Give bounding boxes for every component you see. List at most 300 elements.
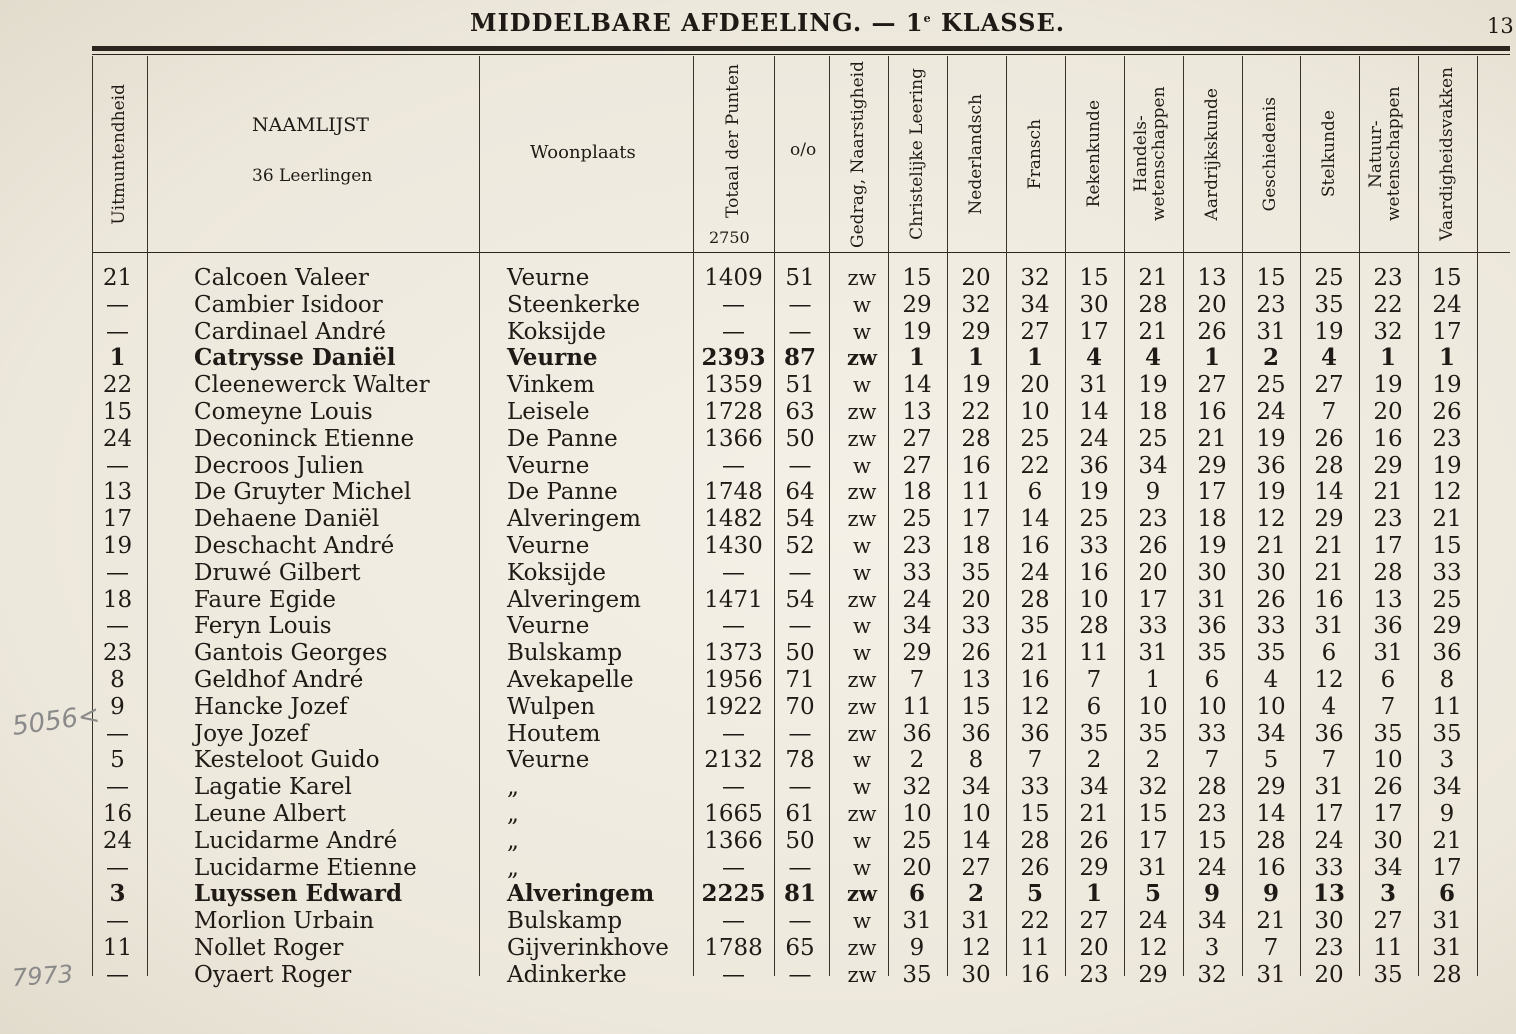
- grade-cell: 35: [1373, 961, 1403, 988]
- grade-cell: 36: [1020, 720, 1050, 747]
- grade-cell: 4: [1085, 344, 1102, 372]
- grade-cell: 14: [961, 827, 991, 854]
- grade-cell: 23: [1373, 265, 1403, 291]
- grade-cell: 2: [1086, 747, 1102, 774]
- total-points-cell: 1373: [704, 640, 763, 667]
- grade-cell: 36: [1314, 720, 1344, 747]
- percent-cell: —: [788, 774, 812, 801]
- percent-cell: —: [788, 452, 812, 479]
- percent-cell: 70: [785, 693, 815, 720]
- residence-cell: „: [507, 774, 519, 801]
- student-count: 36 Leerlingen: [252, 166, 373, 186]
- conduct-cell: zw: [846, 345, 877, 371]
- column-header-subject: Aardrijkskunde: [1201, 87, 1222, 221]
- student-name: Luyssen Edward: [194, 880, 403, 908]
- table-row: [0, 828, 1516, 855]
- grade-cell: 30: [1197, 559, 1227, 586]
- residence-cell: Bulskamp: [507, 640, 623, 667]
- total-points-cell: —: [722, 774, 745, 801]
- grade-cell: 31: [1373, 640, 1403, 667]
- grade-cell: 2: [1262, 344, 1279, 372]
- grade-cell: 27: [902, 452, 932, 479]
- conduct-cell: w: [853, 748, 871, 773]
- grade-cell: 24: [1432, 291, 1462, 318]
- grade-cell: 20: [961, 586, 991, 613]
- table-row: [0, 774, 1516, 801]
- grade-cell: 21: [1020, 640, 1050, 667]
- grade-cell: 29: [1197, 452, 1227, 479]
- rank-cell: 8: [110, 667, 125, 693]
- column-header-subject: Nederlandsch: [965, 93, 986, 215]
- grade-cell: 10: [1138, 693, 1168, 720]
- residence-cell: Veurne: [507, 533, 590, 559]
- grade-cell: 10: [1256, 693, 1286, 720]
- table-row: [0, 613, 1516, 640]
- residence-cell: De Panne: [507, 479, 618, 506]
- table-row: [0, 667, 1516, 694]
- margin-note: 5056<: [10, 700, 102, 742]
- total-points-cell: 1728: [704, 399, 763, 425]
- grade-cell: 23: [1314, 935, 1344, 961]
- table-row: [0, 292, 1516, 319]
- grade-cell: 36: [902, 720, 932, 747]
- grade-cell: 23: [902, 533, 932, 559]
- grade-cell: 7: [1380, 693, 1396, 720]
- grade-cell: 19: [1432, 372, 1462, 399]
- grade-cell: 16: [1197, 399, 1227, 425]
- rank-cell: —: [106, 291, 129, 318]
- grade-cell: 35: [1256, 640, 1286, 667]
- grade-cell: 22: [1373, 291, 1403, 318]
- residence-cell: „: [507, 801, 519, 827]
- percent-cell: 51: [785, 372, 815, 399]
- grade-cell: 28: [1020, 586, 1050, 613]
- grade-cell: 20: [1138, 559, 1168, 586]
- grade-cell: 9: [1439, 801, 1455, 827]
- conduct-cell: zw: [847, 400, 877, 424]
- column-header-subject: Fransch: [1024, 118, 1045, 190]
- rank-cell: 1: [109, 344, 126, 372]
- grade-cell: 26: [1432, 399, 1462, 425]
- grade-cell: 14: [1079, 399, 1109, 425]
- total-points-cell: 1665: [704, 801, 763, 827]
- column-header-subject: Christelijke Leering: [906, 68, 927, 240]
- grade-cell: 28: [1373, 559, 1403, 586]
- grade-cell: 10: [1197, 693, 1227, 720]
- grade-cell: 17: [961, 506, 991, 533]
- rank-cell: —: [106, 774, 129, 801]
- grade-cell: 6: [908, 880, 925, 908]
- grade-cell: 23: [1197, 801, 1227, 827]
- grade-cell: 33: [1256, 613, 1286, 640]
- grade-cell: 33: [1432, 559, 1462, 586]
- header-rule-thin: [92, 54, 1510, 55]
- total-points-cell: —: [722, 452, 745, 479]
- grade-cell: 24: [902, 586, 932, 613]
- student-name: Hancke Jozef: [194, 693, 348, 720]
- column-header-subject: Rekenkunde: [1083, 100, 1104, 208]
- table-row: [0, 908, 1516, 935]
- grade-cell: 35: [1197, 640, 1227, 667]
- student-name: De Gruyter Michel: [194, 479, 412, 506]
- grade-cell: 17: [1314, 801, 1344, 827]
- conduct-cell: w: [853, 534, 871, 558]
- grade-cell: 4: [1144, 344, 1161, 372]
- grade-cell: 35: [1020, 613, 1050, 640]
- conduct-cell: zw: [847, 587, 877, 612]
- grade-cell: 29: [1256, 774, 1286, 801]
- grade-cell: 26: [1197, 318, 1227, 345]
- grade-cell: 12: [1432, 479, 1462, 506]
- grade-cell: 1: [1026, 344, 1043, 372]
- grade-cell: 23: [1138, 506, 1168, 533]
- grade-cell: 34: [1079, 774, 1109, 801]
- grade-cell: 14: [1256, 801, 1286, 827]
- grade-cell: 31: [1138, 640, 1168, 667]
- grade-cell: 20: [1197, 291, 1227, 318]
- grade-cell: 7: [1086, 667, 1102, 693]
- student-name: Joye Jozef: [194, 720, 309, 747]
- rank-cell: 18: [102, 586, 133, 613]
- grade-cell: 34: [961, 774, 991, 801]
- total-max-points: 2750: [709, 228, 750, 247]
- residence-cell: Alveringem: [507, 880, 655, 908]
- grade-cell: 5: [1144, 880, 1161, 908]
- grade-cell: 19: [1256, 479, 1286, 506]
- grade-cell: 7: [1027, 747, 1043, 774]
- grade-cell: 29: [1138, 961, 1168, 988]
- total-points-cell: 1788: [704, 935, 763, 961]
- grade-cell: 29: [961, 318, 991, 345]
- grade-cell: 4: [1320, 344, 1337, 372]
- grade-cell: 33: [1138, 613, 1168, 640]
- student-name: Morlion Urbain: [194, 908, 375, 935]
- student-name: Lucidarme André: [194, 827, 398, 854]
- residence-cell: Adinkerke: [507, 961, 627, 988]
- grade-cell: 1: [967, 344, 984, 372]
- grade-cell: 24: [1314, 827, 1344, 854]
- percent-cell: 71: [785, 667, 815, 693]
- grade-cell: 24: [1020, 559, 1050, 586]
- total-points-cell: 1409: [704, 265, 763, 291]
- residence-cell: Avekapelle: [507, 667, 634, 693]
- column-header-subject: Stelkunde: [1318, 110, 1339, 198]
- grade-cell: 24: [1138, 908, 1168, 935]
- grade-cell: 2: [1145, 747, 1161, 774]
- grade-cell: 34: [1197, 908, 1227, 935]
- conduct-cell: w: [853, 560, 871, 585]
- grade-cell: 1: [1203, 344, 1220, 372]
- grade-cell: 26: [1020, 854, 1050, 881]
- table-row: [0, 345, 1516, 372]
- grade-cell: 20: [902, 854, 932, 881]
- grade-cell: 7: [1321, 747, 1337, 774]
- grade-cell: 18: [961, 533, 991, 559]
- residence-cell: Bulskamp: [507, 908, 623, 935]
- grade-cell: 34: [1256, 720, 1286, 747]
- grade-cell: 33: [1314, 854, 1344, 881]
- grade-cell: 1: [1085, 880, 1102, 908]
- conduct-cell: w: [853, 373, 871, 398]
- percent-cell: 87: [783, 344, 816, 372]
- grade-cell: 34: [902, 613, 932, 640]
- grade-cell: 33: [1079, 533, 1109, 559]
- rank-cell: —: [106, 559, 129, 586]
- rank-cell: 5: [110, 747, 125, 774]
- grade-cell: 11: [1020, 935, 1050, 961]
- grade-cell: 24: [1256, 399, 1286, 425]
- page-title: MIDDELBARE AFDEELING. — 1e KLASSE.: [470, 8, 1066, 37]
- total-points-cell: 1956: [704, 667, 763, 693]
- grade-cell: 19: [1432, 452, 1462, 479]
- grade-cell: 5: [1263, 747, 1279, 774]
- table-row: [0, 935, 1516, 962]
- student-name: Comeyne Louis: [194, 399, 373, 425]
- residence-cell: Koksijde: [507, 559, 606, 586]
- grade-cell: 16: [1020, 667, 1050, 693]
- percent-cell: —: [788, 854, 812, 881]
- conduct-cell: zw: [847, 480, 877, 505]
- grade-cell: 21: [1138, 265, 1168, 291]
- grade-cell: 27: [1197, 372, 1227, 399]
- total-points-cell: —: [722, 318, 745, 345]
- total-points-cell: 1482: [704, 506, 763, 533]
- rank-cell: —: [106, 961, 129, 988]
- grade-cell: 32: [1138, 774, 1168, 801]
- grade-cell: 27: [902, 425, 932, 452]
- grade-cell: 21: [1079, 801, 1109, 827]
- grade-cell: 29: [1314, 506, 1344, 533]
- percent-cell: —: [788, 291, 812, 318]
- percent-cell: —: [788, 961, 812, 988]
- grade-cell: 36: [1197, 613, 1227, 640]
- grade-cell: 23: [1432, 425, 1462, 452]
- grade-cell: 19: [1373, 372, 1403, 399]
- grade-cell: 14: [1314, 479, 1344, 506]
- column-header-subject: Handels- wetenschappen: [1130, 86, 1169, 222]
- student-name: Deschacht André: [194, 533, 395, 559]
- student-name: Lucidarme Etienne: [194, 854, 417, 881]
- grade-cell: 11: [961, 479, 991, 506]
- conduct-cell: zw: [847, 936, 877, 960]
- column-header-percent: o/o: [790, 140, 817, 160]
- student-name: Nollet Roger: [194, 935, 344, 961]
- grade-cell: 25: [1256, 372, 1286, 399]
- rank-cell: 19: [102, 533, 133, 559]
- grade-cell: 15: [1079, 265, 1109, 291]
- residence-cell: Veurne: [507, 452, 590, 479]
- grade-cell: 30: [1314, 908, 1344, 935]
- student-name: Lagatie Karel: [194, 774, 352, 801]
- table-row: [0, 506, 1516, 533]
- percent-cell: —: [788, 559, 812, 586]
- grade-cell: 21: [1197, 425, 1227, 452]
- grade-cell: 23: [1079, 961, 1109, 988]
- conduct-cell: w: [853, 855, 871, 880]
- grade-cell: 15: [1256, 265, 1286, 291]
- grade-cell: 26: [1256, 586, 1286, 613]
- rank-cell: —: [106, 854, 129, 881]
- table-row: [0, 560, 1516, 587]
- grade-cell: 6: [1321, 640, 1337, 667]
- grade-cell: 29: [1373, 452, 1403, 479]
- column-header-subject: Geschiedenis: [1260, 96, 1281, 212]
- residence-cell: Veurne: [507, 265, 590, 291]
- grade-cell: 25: [1314, 265, 1344, 291]
- total-points-cell: 1922: [704, 693, 763, 720]
- grade-cell: 21: [1432, 506, 1462, 533]
- percent-cell: —: [788, 613, 812, 640]
- total-points-cell: —: [722, 908, 745, 935]
- header-rule-thick: [92, 46, 1510, 51]
- grade-cell: 31: [1197, 586, 1227, 613]
- grade-cell: 8: [968, 747, 984, 774]
- total-points-cell: 1430: [704, 533, 763, 559]
- student-name: Decroos Julien: [194, 452, 364, 479]
- grade-cell: 15: [1138, 801, 1168, 827]
- grade-cell: 1: [1145, 667, 1161, 693]
- grade-cell: 35: [902, 961, 932, 988]
- table-row: [0, 881, 1516, 908]
- total-points-cell: —: [722, 559, 745, 586]
- grade-cell: 20: [1314, 961, 1344, 988]
- grade-cell: 1: [908, 344, 925, 372]
- grade-cell: 31: [1432, 908, 1462, 935]
- rank-cell: 16: [102, 801, 133, 827]
- grade-cell: 31: [961, 908, 991, 935]
- grade-cell: 7: [1321, 399, 1337, 425]
- grade-cell: 27: [1373, 908, 1403, 935]
- grade-cell: 19: [1314, 318, 1344, 345]
- grade-cell: 32: [961, 291, 991, 318]
- grade-cell: 36: [1256, 452, 1286, 479]
- grade-cell: 19: [961, 372, 991, 399]
- student-name: Gantois Georges: [194, 640, 388, 667]
- grade-cell: 35: [1138, 720, 1168, 747]
- grade-cell: 11: [902, 693, 932, 720]
- grade-cell: 10: [1020, 399, 1050, 425]
- grade-cell: 35: [1373, 720, 1403, 747]
- grade-cell: 16: [1020, 533, 1050, 559]
- grade-cell: 28: [961, 425, 991, 452]
- grade-cell: 15: [961, 693, 991, 720]
- conduct-cell: w: [853, 319, 871, 344]
- grade-cell: 29: [902, 291, 932, 318]
- residence-cell: Leisele: [507, 399, 590, 425]
- rank-cell: 9: [110, 693, 125, 720]
- total-points-cell: 2225: [701, 880, 766, 908]
- grade-cell: 14: [902, 372, 932, 399]
- student-name: Catrysse Daniël: [194, 344, 396, 372]
- grade-cell: 5: [1026, 880, 1043, 908]
- grade-cell: 2: [967, 880, 984, 908]
- rank-cell: —: [106, 908, 129, 935]
- table-row: [0, 453, 1516, 480]
- total-points-cell: 2132: [704, 747, 763, 774]
- student-name: Feryn Louis: [194, 613, 332, 640]
- total-points-cell: 1359: [704, 372, 763, 399]
- grade-cell: 31: [1432, 935, 1462, 961]
- grade-cell: 28: [1432, 961, 1462, 988]
- table-row: [0, 962, 1516, 989]
- conduct-cell: w: [853, 292, 871, 317]
- percent-cell: 81: [783, 880, 816, 908]
- grade-cell: 15: [902, 265, 932, 291]
- grade-cell: 25: [1020, 425, 1050, 452]
- total-points-cell: 1748: [704, 479, 763, 506]
- grade-cell: 25: [1079, 506, 1109, 533]
- rank-cell: 17: [102, 506, 133, 533]
- residence-cell: Veurne: [507, 344, 598, 372]
- grade-cell: 34: [1432, 774, 1462, 801]
- grade-cell: 25: [902, 506, 932, 533]
- grade-cell: 33: [1020, 774, 1050, 801]
- conduct-cell: zw: [847, 721, 877, 746]
- grade-cell: 16: [1256, 854, 1286, 881]
- grade-cell: 28: [1138, 291, 1168, 318]
- student-name: Druwé Gilbert: [194, 559, 361, 586]
- grade-cell: 22: [1020, 908, 1050, 935]
- grade-cell: 19: [1079, 479, 1109, 506]
- percent-cell: —: [788, 318, 812, 345]
- residence-cell: „: [507, 827, 519, 854]
- grade-cell: 20: [1373, 399, 1403, 425]
- grade-cell: 31: [902, 908, 932, 935]
- percent-cell: 52: [785, 533, 815, 559]
- table-row: [0, 855, 1516, 882]
- grade-cell: 29: [1432, 613, 1462, 640]
- student-name: Geldhof André: [194, 667, 364, 693]
- percent-cell: 61: [785, 801, 815, 827]
- grade-cell: 19: [1256, 425, 1286, 452]
- grade-cell: 20: [1079, 935, 1109, 961]
- grade-cell: 31: [1314, 774, 1344, 801]
- rank-cell: 3: [109, 880, 126, 908]
- grade-cell: 36: [1432, 640, 1462, 667]
- total-points-cell: 1366: [704, 425, 763, 452]
- conduct-cell: w: [853, 614, 871, 639]
- table-row: [0, 479, 1516, 506]
- grade-cell: 17: [1432, 318, 1462, 345]
- grade-cell: 16: [1373, 425, 1403, 452]
- table-row: [0, 399, 1516, 426]
- grade-cell: 11: [1079, 640, 1109, 667]
- grade-cell: 3: [1204, 935, 1220, 961]
- grade-cell: 17: [1138, 827, 1168, 854]
- grade-cell: 31: [1314, 613, 1344, 640]
- grade-cell: 17: [1373, 533, 1403, 559]
- total-points-cell: 1471: [704, 586, 763, 613]
- grade-cell: 3: [1379, 880, 1396, 908]
- grade-cell: 28: [1256, 827, 1286, 854]
- residence-cell: „: [507, 854, 519, 881]
- grade-cell: 18: [902, 479, 932, 506]
- grade-cell: 17: [1079, 318, 1109, 345]
- grade-cell: 30: [1079, 291, 1109, 318]
- residence-cell: Houtem: [507, 720, 601, 747]
- column-header-subject: Natuur- wetenschappen: [1365, 86, 1404, 222]
- grade-cell: 2: [909, 747, 925, 774]
- grade-cell: 15: [1020, 801, 1050, 827]
- percent-cell: 65: [785, 935, 815, 961]
- grade-cell: 6: [1086, 693, 1102, 720]
- column-header-subject: Vaardigheidsvakken: [1436, 67, 1457, 241]
- table-row: [0, 747, 1516, 774]
- grade-cell: 15: [1197, 827, 1227, 854]
- conduct-cell: zw: [847, 266, 877, 290]
- grade-cell: 12: [961, 935, 991, 961]
- grade-cell: 10: [902, 801, 932, 827]
